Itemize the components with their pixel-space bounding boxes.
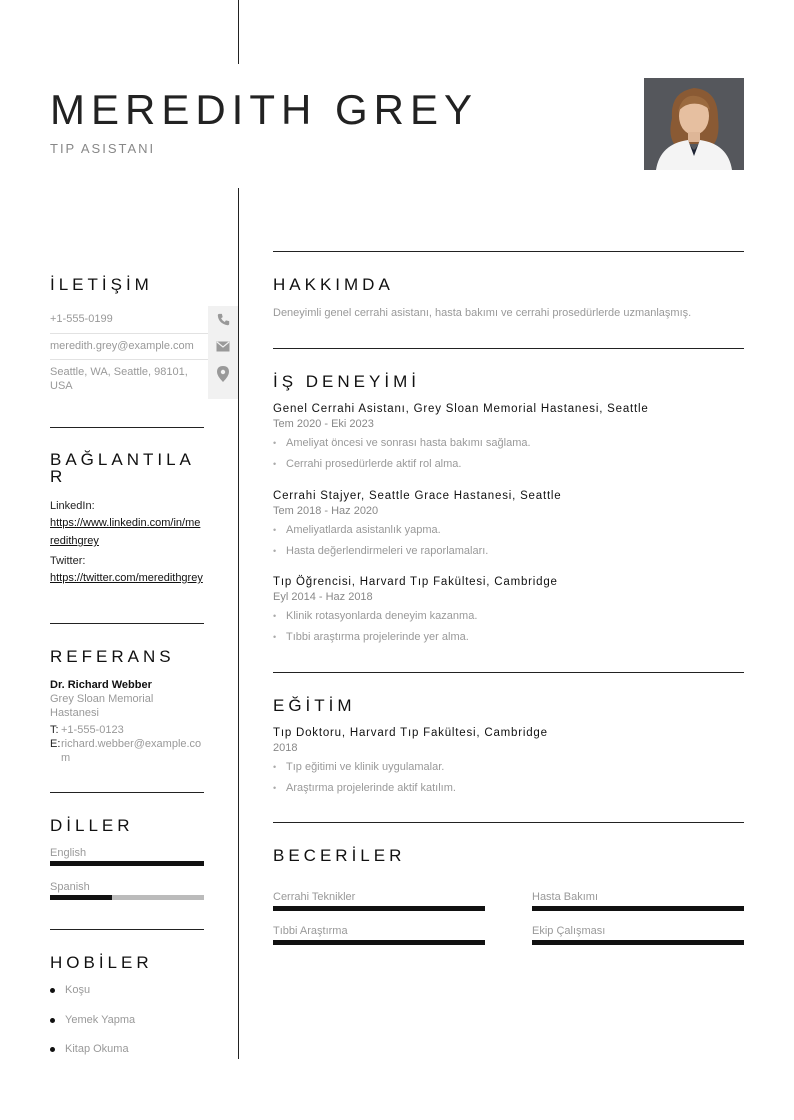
education-bullet: • Araştırma projelerinde aktif katılım. (273, 781, 744, 795)
language-level-fill (50, 861, 204, 866)
job-date: Eyl 2014 - Haz 2018 (273, 591, 373, 603)
top-divider-line (238, 0, 239, 64)
hobby-label: Kitap Okuma (65, 1043, 129, 1055)
job-bullet: • Klinik rotasyonlarda deneyim kazanma. (273, 609, 744, 623)
contact-email-row (50, 333, 238, 359)
section-divider (273, 348, 744, 349)
link-twitter (50, 554, 204, 586)
skill-level-bar (273, 940, 485, 945)
skills-section-title: BECERİLER (273, 846, 406, 865)
language-level-fill (50, 895, 112, 900)
bullet-dot-icon (50, 1047, 55, 1052)
skill-level-fill (532, 906, 744, 911)
section-divider (273, 251, 744, 252)
language-name: Spanish (50, 881, 90, 893)
language-level-bar (50, 895, 204, 900)
language-item (50, 881, 204, 900)
contact-address: Seattle, WA, Seattle, 98101, USA (50, 366, 188, 392)
skill-name: Ekip Çalışması (532, 925, 606, 937)
job-date: Tem 2018 - Haz 2020 (273, 505, 379, 517)
hobbies-section-title: HOBİLER (50, 953, 153, 972)
skill-name: Cerrahi Teknikler (273, 891, 356, 903)
column-divider-line (238, 188, 239, 1059)
job-bullet: • Tıbbi araştırma projelerinde yer alma. (273, 630, 744, 644)
bullet-dot-icon (50, 1018, 55, 1023)
hobby-label: Yemek Yapma (65, 1014, 136, 1026)
about-text: Deneyimli genel cerrahi asistanı, hasta bakımı ve cerrahi prosedürlerde uzmanlaşmış. (273, 307, 692, 319)
skill-level-bar (532, 940, 744, 945)
linkedin-link[interactable]: https://www.linkedin.com/in/meredithgrey (50, 517, 201, 547)
contact-email: meredith.grey@example.com (50, 340, 194, 352)
reference-phone-row (50, 723, 204, 737)
section-divider (273, 822, 744, 823)
job-title: Genel Cerrahi Asistanı, Grey Sloan Memorial Hastanesi, Seattle (273, 403, 649, 415)
skill-name: Tıbbi Araştırma (273, 925, 348, 937)
candidate-name: MEREDITH GREY (50, 86, 479, 133)
contact-address-row (50, 359, 238, 399)
experience-item (273, 402, 744, 471)
section-divider (50, 427, 204, 428)
languages-section-title: DİLLER (50, 816, 134, 835)
job-title: Cerrahi Stajyer, Seattle Grace Hastanesi, Seattle (273, 490, 562, 502)
section-divider (50, 623, 204, 624)
skill-level-fill (273, 906, 485, 911)
education-section-title: EĞİTİM (273, 696, 356, 715)
hobby-item (50, 984, 90, 996)
language-item (50, 847, 204, 866)
experience-item (273, 489, 744, 558)
contact-phone-row (50, 306, 238, 333)
phone-icon (208, 306, 238, 333)
location-pin-icon (208, 359, 238, 399)
skill-name: Hasta Bakımı (532, 891, 599, 903)
profile-photo (644, 78, 744, 170)
job-title: Tıp Öğrencisi, Harvard Tıp Fakültesi, Cambridge (273, 576, 558, 588)
reference-email-label: E: (50, 738, 61, 750)
link-label: LinkedIn: (50, 500, 95, 512)
skill-level-fill (273, 940, 485, 945)
references-section-title: REFERANS (50, 647, 175, 666)
candidate-title: TIP ASISTANI (50, 141, 156, 156)
bullet-dot-icon (50, 988, 55, 993)
reference-email: richard.webber@example.com (61, 738, 202, 764)
education-bullet: • Tıp eğitimi ve klinik uygulamalar. (273, 760, 744, 774)
contact-phone: +1-555-0199 (50, 313, 113, 325)
contact-section-title: İLETİŞİM (50, 275, 153, 294)
job-bullet: • Ameliyat öncesi ve sonrası hasta bakımı sağlama. (273, 436, 744, 450)
education-item (273, 726, 744, 795)
skill-item (273, 925, 485, 945)
skill-level-bar (532, 906, 744, 911)
links-section-title: BAĞLANTILA R (50, 450, 195, 486)
experience-item (273, 575, 744, 644)
job-bullet: • Ameliyatlarda asistanlık yapma. (273, 523, 744, 537)
section-divider (273, 672, 744, 673)
degree-title: Tıp Doktoru, Harvard Tıp Fakültesi, Cambridge (273, 727, 548, 739)
skill-level-bar (273, 906, 485, 911)
about-section-title: HAKKIMDA (273, 275, 394, 294)
experience-section-title: İŞ DENEYİMİ (273, 372, 420, 391)
reference-email-row (50, 737, 204, 765)
reference-phone-label: T: (50, 724, 59, 736)
language-level-bar (50, 861, 204, 866)
job-bullet: • Hasta değerlendirmeleri ve raporlamaları. (273, 544, 744, 558)
language-name: English (50, 847, 87, 859)
job-bullet: • Cerrahi prosedürlerde aktif rol alma. (273, 457, 744, 471)
hobby-item (50, 1014, 135, 1026)
skill-item (532, 925, 744, 945)
link-linkedin (50, 499, 204, 549)
job-date: Tem 2020 - Eki 2023 (273, 418, 374, 430)
link-label: Twitter: (50, 555, 86, 567)
hobby-item (50, 1043, 129, 1055)
section-divider (50, 792, 204, 793)
skill-item (273, 891, 485, 911)
degree-date: 2018 (273, 742, 298, 754)
reference-card (50, 678, 204, 765)
section-divider (50, 929, 204, 930)
skill-level-fill (532, 940, 744, 945)
skill-item (532, 891, 744, 911)
reference-org: Grey Sloan Memorial Hastanesi (50, 693, 154, 719)
twitter-link[interactable]: https://twitter.com/meredithgrey (50, 572, 203, 584)
hobby-label: Koşu (65, 984, 91, 996)
reference-name: Dr. Richard Webber (50, 679, 152, 691)
envelope-icon (208, 333, 238, 359)
reference-phone: +1-555-0123 (61, 724, 124, 736)
